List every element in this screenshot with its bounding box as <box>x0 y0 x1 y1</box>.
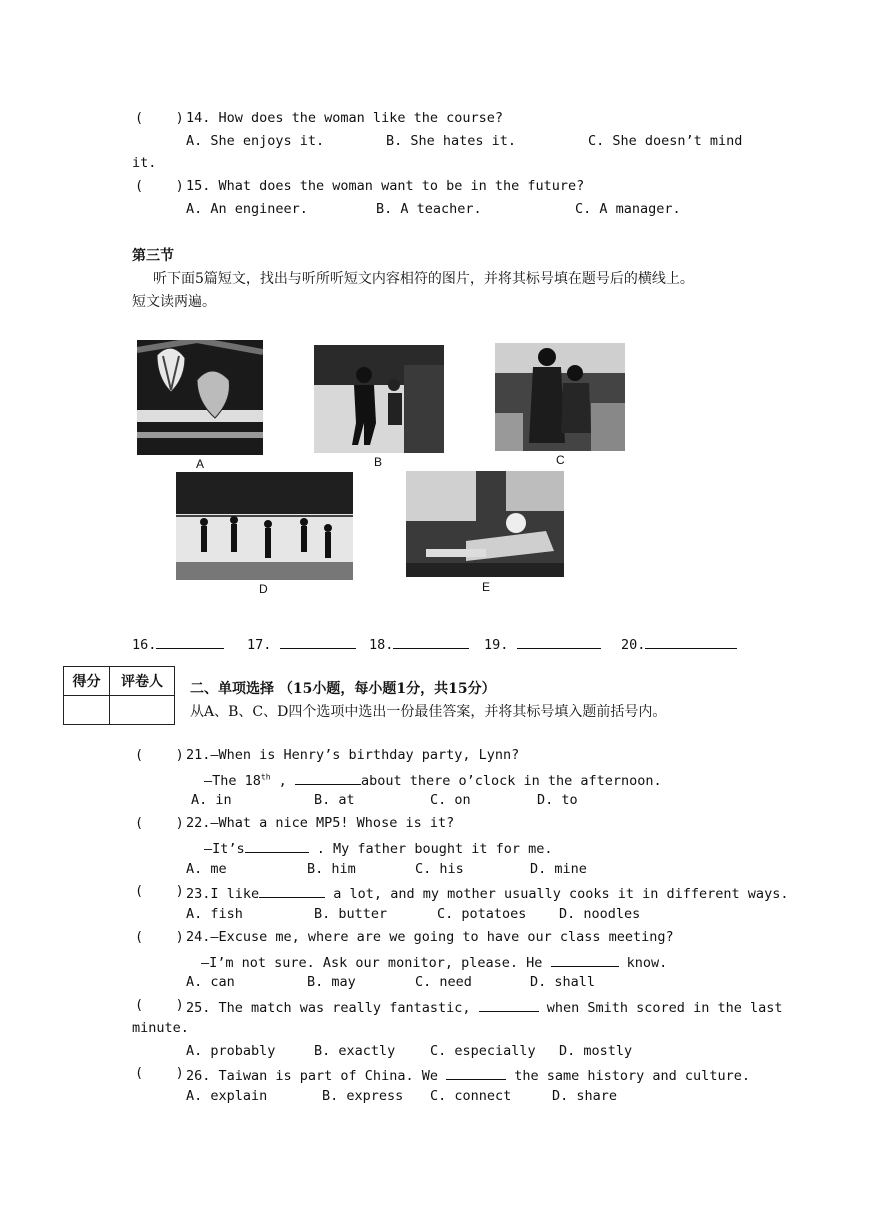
section3-instruction-1: 听下面5篇短文，找出与听所听短文内容相符的图片，并将其标号填在题号后的横线上。 <box>153 271 694 287</box>
grader-header: 评卷人 <box>110 667 175 696</box>
q26-line1: 26. Taiwan is part of China. We the same history and culture. <box>186 1065 750 1084</box>
q23-option-a: A. fish <box>186 906 243 922</box>
q21-option-b: B. at <box>314 792 355 808</box>
q24-option-a: A. can <box>186 974 235 990</box>
q25-wrap: minute. <box>132 1020 189 1036</box>
q22-option-d: D. mine <box>530 861 587 877</box>
q14-paren: ( ) <box>135 110 184 126</box>
q15-paren: ( ) <box>135 178 184 194</box>
q14-option-c: C. She doesn’t mind <box>588 133 743 149</box>
answer-17: 17. <box>247 634 356 653</box>
q14-stem: 14. How does the woman like the course? <box>186 110 503 126</box>
q21-line2: —The 18th , about there o’clock in the afternoon. <box>204 770 662 789</box>
q24-paren: ( ) <box>135 929 184 945</box>
q21-option-d: D. to <box>537 792 578 808</box>
q25-option-c: C. especially <box>430 1043 536 1059</box>
answer-20: 20. <box>621 634 737 653</box>
two-men-market-photo <box>495 343 625 451</box>
picture-b-label: B <box>374 455 383 469</box>
q22-paren: ( ) <box>135 815 184 831</box>
q15-option-b: B. A teacher. <box>376 201 482 217</box>
q21-option-c: C. on <box>430 792 471 808</box>
score-table <box>63 666 175 725</box>
picture-d-label: D <box>259 582 268 596</box>
q22-option-b: B. him <box>307 861 356 877</box>
q15-stem: 15. What does the woman want to be in the future? <box>186 178 585 194</box>
hot-air-balloons-photo <box>137 340 263 455</box>
q26-option-a: A. explain <box>186 1088 268 1104</box>
section3-heading: 第三节 <box>132 248 174 264</box>
q14-option-a: A. She enjoys it. <box>186 133 325 149</box>
q21-line1: 21.—When is Henry’s birthday party, Lynn? <box>186 747 520 763</box>
q25-option-d: D. mostly <box>559 1043 633 1059</box>
q22-line2: —It’s . My father bought it for me. <box>204 838 552 857</box>
q25-paren: ( ) <box>135 997 184 1013</box>
beach-volleyball-photo <box>176 472 353 580</box>
answer-16: 16. <box>132 634 224 653</box>
q26-option-c: C. connect <box>430 1088 512 1104</box>
q22-option-a: A. me <box>186 861 227 877</box>
q23-line1: 23.I like a lot, and my mother usually cooks it in different ways. <box>186 883 788 902</box>
q23-option-b: B. butter <box>314 906 388 922</box>
q26-paren: ( ) <box>135 1065 184 1081</box>
score-cell[interactable] <box>64 696 110 725</box>
q24-option-c: C. need <box>415 974 472 990</box>
q22-line1: 22.—What a nice MP5! Whose is it? <box>186 815 455 831</box>
picture-a-label: A <box>196 457 205 471</box>
q25-option-a: A. probably <box>186 1043 276 1059</box>
q24-line2: —I’m not sure. Ask our monitor, please. He know. <box>201 952 667 971</box>
q21-option-a: A. in <box>191 792 232 808</box>
picture-e-label: E <box>482 580 491 594</box>
q24-line1: 24.—Excuse me, where are we going to have our class meeting? <box>186 929 674 945</box>
q23-option-c: C. potatoes <box>437 906 527 922</box>
q26-option-b: B. express <box>322 1088 404 1104</box>
q24-option-d: D. shall <box>530 974 596 990</box>
answer-19: 19. <box>484 634 601 653</box>
q14-option-b: B. She hates it. <box>386 133 517 149</box>
answer-18: 18. <box>369 634 469 653</box>
person-at-table-photo <box>406 471 564 577</box>
q23-option-d: D. noodles <box>559 906 641 922</box>
q14-wrap: it. <box>132 155 157 171</box>
q26-option-d: D. share <box>552 1088 618 1104</box>
q15-option-c: C. A manager. <box>575 201 681 217</box>
part2-title: 二、单项选择 （15小题，每小题1分，共15分） <box>190 681 496 697</box>
q25-option-b: B. exactly <box>314 1043 396 1059</box>
picture-c-label: C <box>556 453 565 467</box>
score-header: 得分 <box>64 667 110 696</box>
part2-instruction: 从A、B、C、D四个选项中选出一份最佳答案，并将其标号填入题前括号内。 <box>190 704 667 720</box>
q23-paren: ( ) <box>135 883 184 899</box>
q25-line1: 25. The match was really fantastic, when Smith scored in the last <box>186 997 782 1016</box>
q24-option-b: B. may <box>307 974 356 990</box>
q21-paren: ( ) <box>135 747 184 763</box>
section3-instruction-2: 短文读两遍。 <box>132 294 216 310</box>
grader-cell[interactable] <box>110 696 175 725</box>
people-walking-photo <box>314 345 444 453</box>
q15-option-a: A. An engineer. <box>186 201 308 217</box>
q22-option-c: C. his <box>415 861 464 877</box>
